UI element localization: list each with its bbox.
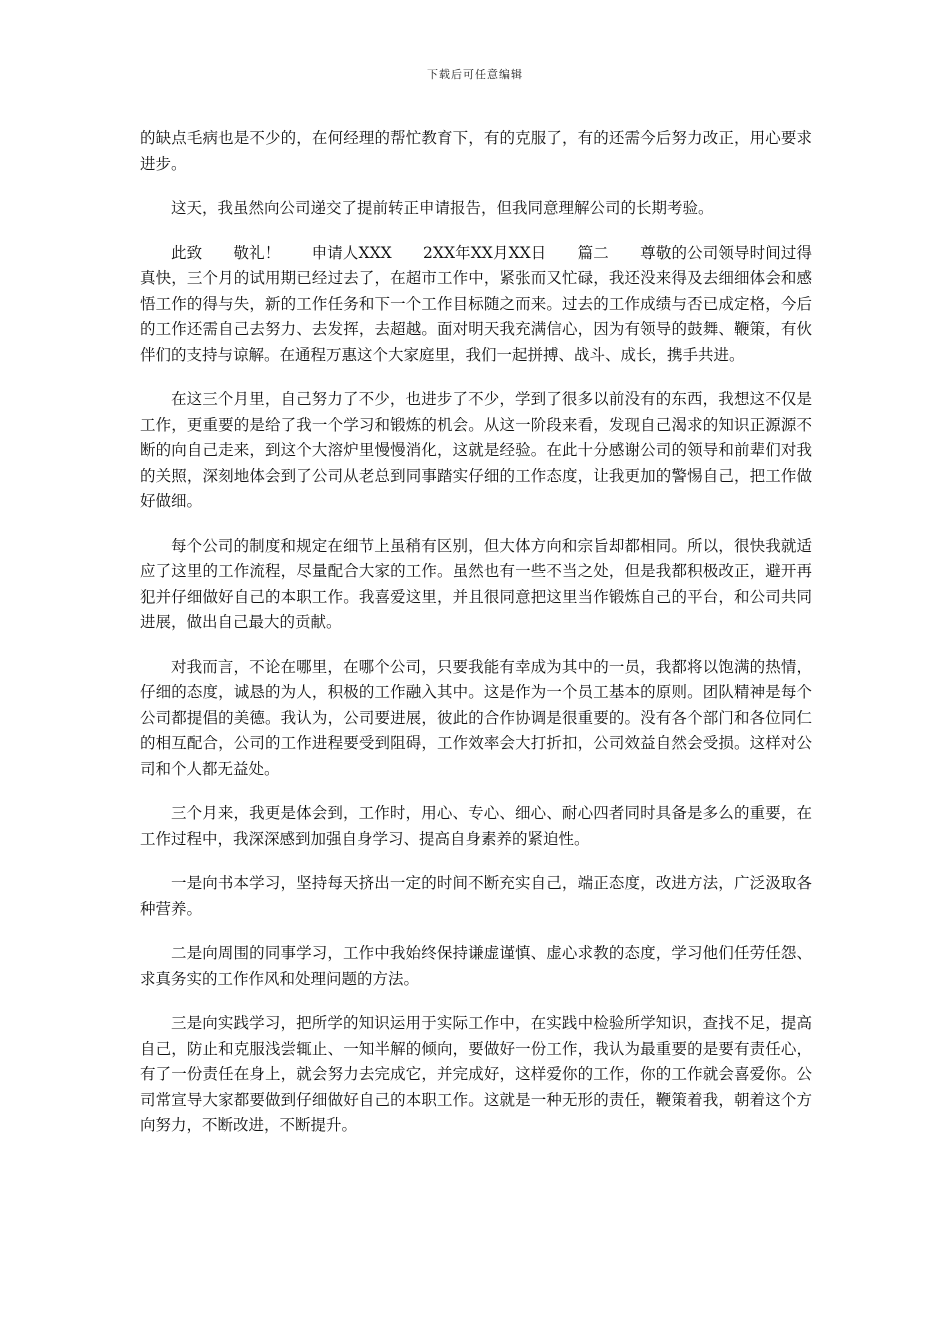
paragraph-closing-and-letter-two: 此致 敬礼！ 申请人XXX 2XX年XX月XX日 篇二 尊敬的公司领导时间过得真快，三个月的试用期已经过去了，在超市工作中，紧张而又忙碌，我还没来得及去细细体会和感悟工作的得与失，新的工作任务和下一个工作目标随之而来。过去的工作成绩与否已成定格，今后的工作还需自己去努力、去发挥，去超越。面对明天我充满信心，因为有领导的鼓舞、鞭策，有伙伴们的支持与谅解。在通程万惠这个大家庭里，我们一起拼搏、战斗、成长，携手共进。 [140,243,812,364]
paragraph-three-months: 在这三个月里，自己努力了不少，也进步了不少，学到了很多以前没有的东西，我想这不仅是工作，更重要的是给了我一个学习和锻炼的机会。从这一阶段来看，发现自己渴求的知识正源源不断的向自己走来，到这个大溶炉里慢慢消化，这就是经验。在此十分感谢公司的领导和前辈们对我的关照，深刻地体会到了公司从老总到同事踏实仔细的工作态度，让我更加的警惕自己，把工作做好做细。 [140,390,812,510]
paragraph-learn-from-practice: 三是向实践学习，把所学的知识运用于实际工作中，在实践中检验所学知识，查找不足，提高自己，防止和克服浅尝辄止、一知半解的倾向，要做好一份工作，我认为最重要的是要有责任心，有了一份责任在身上，就会努力去完成它，并完成好，这样爱你的工作，你的工作就会喜爱你。公司常宣导大家都要做到仔细做好自己的本职工作。这就是一种无形的责任，鞭策着我，朝着这个方向努力，不断改进，不断提升。 [140,1014,812,1134]
header-note: 下载后可任意编辑 [427,68,523,81]
paragraph-application-note: 这天，我虽然向公司递交了提前转正申请报告，但我同意理解公司的长期考验。 [171,199,714,217]
paragraph-continuation: 的缺点毛病也是不少的，在何经理的帮忙教育下，有的克服了，有的还需今后努力改正，用心要求进步。 [140,129,812,173]
paragraph-company-rules: 每个公司的制度和规定在细节上虽稍有区别，但大体方向和宗旨却都相同。所以，很快我就适应了这里的工作流程，尽量配合大家的工作。虽然也有一些不当之处，但是我都积极改正，避开再犯并仔细做好自己的本职工作。我喜爱这里，并且很同意把这里当作锻炼自己的平台，和公司共同进展，做出自己最大的贡献。 [140,536,812,631]
document-body [140,126,812,1158]
paragraph-learn-from-colleagues: 二是向周围的同事学习，工作中我始终保持谦虚谨慎、虚心求教的态度，学习他们任劳任怨、求真务实的工作作风和处理问题的方法。 [140,944,812,988]
paragraph-team-spirit: 对我而言，不论在哪里，在哪个公司，只要我能有幸成为其中的一员，我都将以饱满的热情，仔细的态度，诚恳的为人，积极的工作融入其中。这是作为一个员工基本的原则。团队精神是每个公司都提倡的美德。我认为，公司要进展，彼此的合作协调是很重要的。没有各个部门和各位同仁的相互配合，公司的工作进程要受到阻碍，工作效率会大打折扣，公司效益自然会受损。这样对公司和个人都无益处。 [140,657,812,778]
paragraph-learn-from-books: 一是向书本学习，坚持每天挤出一定的时间不断充实自己，端正态度，改进方法，广泛汲取各种营养。 [140,874,812,918]
paragraph-learning-urgency: 三个月来，我更是体会到，工作时，用心、专心、细心、耐心四者同时具备是多么的重要，在工作过程中，我深深感到加强自身学习、提高自身素养的紧迫性。 [140,804,812,848]
